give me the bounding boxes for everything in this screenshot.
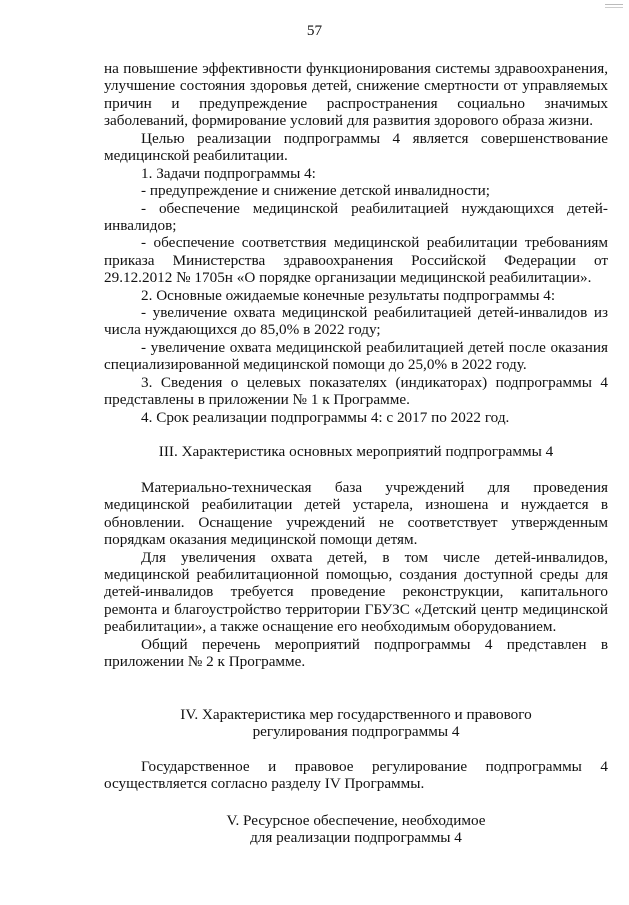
section-title-line: регулирования подпрограммы 4 bbox=[252, 723, 460, 741]
paragraph: Общий перечень мероприятий подпрограммы 4 представлен в приложении № 2 к Программе. bbox=[104, 635, 608, 671]
paragraph: Для увеличения охвата детей, в том числе детей-инвалидов, медицинской реабилитационной помощью, создания доступной среды для детей-инвалидов требуется проведение реконструкции, капитального ремонта и благоустройство территории ГБУЗС «Детский центр медицинской реабилитации», а также оснащение его необходимым оборудованием. bbox=[104, 548, 608, 636]
corner-mark bbox=[605, 4, 623, 8]
list-item-result: - увеличение охвата медицинской реабилитацией детей-инвалидов из числа нуждающихся до 85,0% в 2022 году; bbox=[104, 304, 608, 339]
continuation-block bbox=[104, 60, 608, 130]
section-4-heading bbox=[104, 706, 608, 741]
list-item-task: - предупреждение и снижение детской инвалидности; bbox=[141, 182, 490, 200]
section-title: III. Характеристика основных мероприятий подпрограммы 4 bbox=[158, 443, 554, 460]
paragraph: Государственное и правовое регулирование подпрограммы 4 осуществляется согласно разделу IV Программы. bbox=[104, 758, 608, 793]
section-5-heading bbox=[104, 812, 608, 847]
section-4-body bbox=[104, 758, 608, 793]
section-title-line: для реализации подпрограммы 4 bbox=[250, 829, 462, 847]
section-title-line: V. Ресурсное обеспечение, необходимое bbox=[226, 812, 486, 829]
subprogram-goals-block bbox=[104, 130, 608, 426]
list-item-result: - увеличение охвата медицинской реабилитацией детей после оказания специализированной медицинской помощи до 25,0% в 2022 году. bbox=[104, 338, 608, 374]
section-3-body bbox=[104, 479, 608, 670]
paragraph-goal: Целью реализации подпрограммы 4 является совершенствование медицинской реабилитации. bbox=[104, 130, 608, 165]
list-item-task: - обеспечение медицинской реабилитацией нуждающихся детей-инвалидов; bbox=[104, 199, 608, 235]
section-title-line: IV. Характеристика мер государственного и правового bbox=[180, 706, 532, 723]
paragraph: Материально-техническая база учреждений для проведения медицинской реабилитации детей устарела, изношена и нуждается в обновлении. Оснащение учреждений не соответствует утвержденным порядкам оказания медицинской помощи детям. bbox=[104, 479, 608, 549]
paragraph-term: 4. Срок реализации подпрограммы 4: с 2017 по 2022 год. bbox=[141, 408, 510, 426]
paragraph-indicators: 3. Сведения о целевых показателях (индикаторах) подпрограммы 4 представлены в приложении № 1 к Программе. bbox=[104, 373, 608, 409]
section-3-heading bbox=[104, 443, 608, 460]
page-number: 57 bbox=[306, 22, 323, 39]
paragraph-tasks-heading: 1. Задачи подпрограммы 4: bbox=[141, 164, 316, 182]
paragraph: на повышение эффективности функционирования системы здравоохранения, улучшение состояния здоровья детей, снижение смертности от управляемых причин и предупреждение распространения социально значимых заболеваний, формирование условий для развития здорового образа жизни. bbox=[104, 60, 608, 130]
list-item-task: - обеспечение соответствия медицинской реабилитации требованиям приказа Министерства здравоохранения Российской Федерации от 29.12.2012 № 1705н «О порядке организации медицинской реабилитации». bbox=[104, 234, 608, 287]
paragraph-results-heading: 2. Основные ожидаемые конечные результаты подпрограммы 4: bbox=[141, 286, 556, 304]
